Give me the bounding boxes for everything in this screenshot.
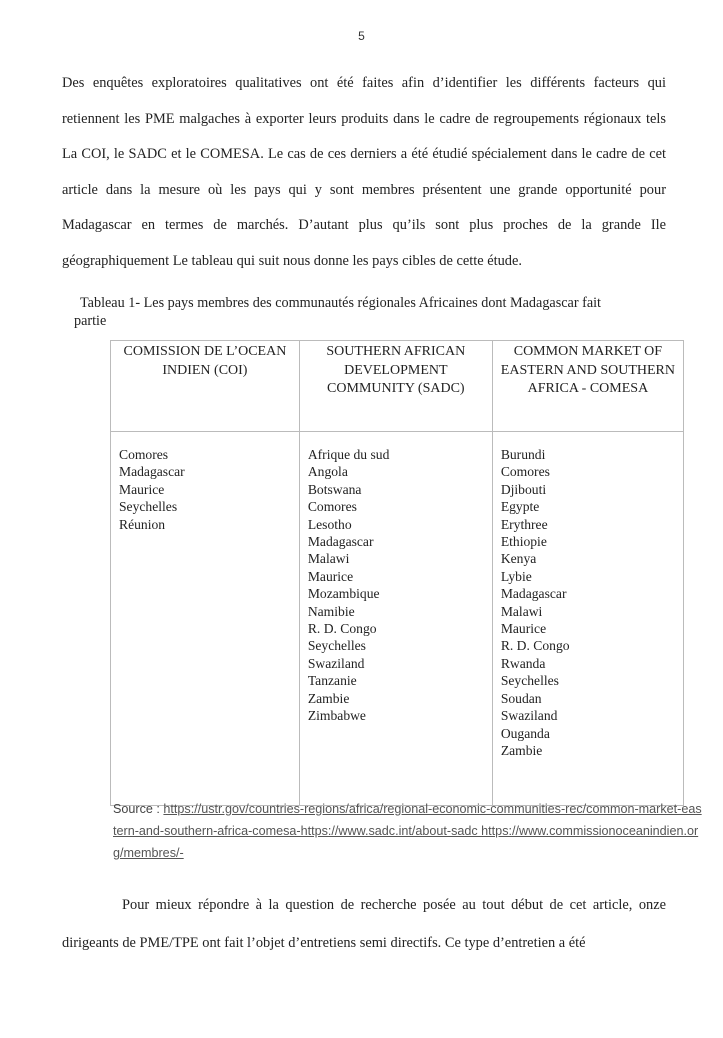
- country-item: Seychelles: [500, 673, 559, 689]
- country-item: Zambie: [500, 742, 543, 758]
- closing-paragraph: Pour mieux répondre à la question de recherche posée au tout début de cet article, onze dirigeants de PME/TPE ont fait l’objet d’entretiens semi directifs. Ce type d’entretien a été: [62, 897, 666, 951]
- country-item: Soudan: [500, 690, 542, 706]
- country-item: Malawi: [307, 551, 350, 567]
- country-item: Réunion: [119, 516, 166, 532]
- country-item: Malawi: [500, 603, 543, 619]
- country-item: Lybie: [500, 568, 532, 584]
- country-item: Namibie: [307, 603, 355, 619]
- country-item: R. D. Congo: [307, 621, 377, 637]
- country-item: Zimbabwe: [307, 708, 366, 724]
- country-item: Madagascar: [307, 534, 374, 550]
- country-item: Swaziland: [307, 655, 365, 671]
- country-item: Mozambique: [307, 586, 380, 602]
- table-header-row: [111, 341, 684, 432]
- country-item: Swaziland: [500, 708, 558, 724]
- comesa-country-list: [501, 446, 675, 759]
- country-item: Tanzanie: [307, 673, 357, 689]
- sadc-country-list: [308, 446, 484, 725]
- country-item: Lesotho: [307, 516, 352, 532]
- country-item: Ethiopie: [500, 534, 547, 550]
- country-item: Rwanda: [500, 655, 546, 671]
- intro-paragraph: Des enquêtes exploratoires qualitatives ont été faites afin d’identifier les différents facteurs qui retiennent les PME malgaches à exporter leurs produits dans le cadre de regroupements régionaux tels La COI, le SADC et le COMESA. Le cas de ces derniers a été étudié spécialement dans le cadre de cet article dans la mesure où les pays qui y sont membres présentent une grande opportunité pour Madagascar en termes de marchés. D’autant plus qu’ils sont plus proches de la grande Ile géographiquement Le tableau qui suit nous donne les pays cibles de cette étude.: [62, 75, 666, 269]
- country-item: Botswana: [307, 481, 362, 497]
- country-item: Maurice: [119, 481, 165, 497]
- table-caption-line2: partie: [74, 313, 107, 329]
- header-sadc: SOUTHERN AFRICAN DEVELOPMENT COMMUNITY (SADC): [299, 341, 492, 432]
- country-item: Burundi: [500, 447, 546, 462]
- country-item: Afrique du sud: [307, 447, 390, 462]
- country-item: Egypte: [500, 499, 540, 515]
- country-item: Seychelles: [307, 638, 366, 654]
- country-item: Zambie: [307, 690, 350, 706]
- country-item: R. D. Congo: [500, 638, 570, 654]
- country-item: Comores: [500, 464, 550, 480]
- country-item: Madagascar: [119, 464, 185, 480]
- country-item: Angola: [307, 464, 348, 480]
- source-links[interactable]: https://ustr.gov/countries-regions/africa/regional-economic-communities-rec/common-market-eastern-and-southern-africa-comesa-https://www.sadc.int/about-sadc https://www.commissionoceanindien.org/membres/-: [113, 802, 702, 860]
- country-item: Comores: [119, 447, 169, 462]
- table-caption-line1: Tableau 1- Les pays membres des communautés régionales Africaines dont Madagascar fait: [80, 295, 602, 311]
- coi-country-list: [119, 446, 291, 533]
- member-countries-table: [110, 340, 684, 806]
- coi-cell: [111, 432, 300, 806]
- comesa-cell: [492, 432, 683, 806]
- country-item: Maurice: [307, 568, 354, 584]
- sadc-cell: [299, 432, 492, 806]
- source-label: Source :: [113, 802, 160, 816]
- table-body-row: [111, 432, 684, 806]
- country-item: Madagascar: [500, 586, 567, 602]
- table-caption: [74, 294, 670, 330]
- country-item: Erythree: [500, 516, 548, 532]
- country-item: Seychelles: [119, 499, 178, 515]
- country-item: Ouganda: [500, 725, 550, 741]
- country-item: Djibouti: [500, 481, 547, 497]
- country-item: Comores: [307, 499, 357, 515]
- header-coi: COMISSION DE L’OCEAN INDIEN (COI): [111, 341, 300, 432]
- page-number: 5: [358, 29, 365, 43]
- country-item: Maurice: [500, 621, 547, 637]
- country-item: Kenya: [500, 551, 537, 567]
- header-comesa: COMMON MARKET OF EASTERN AND SOUTHERN AFRICA - COMESA: [492, 341, 683, 432]
- source-note: [113, 798, 703, 864]
